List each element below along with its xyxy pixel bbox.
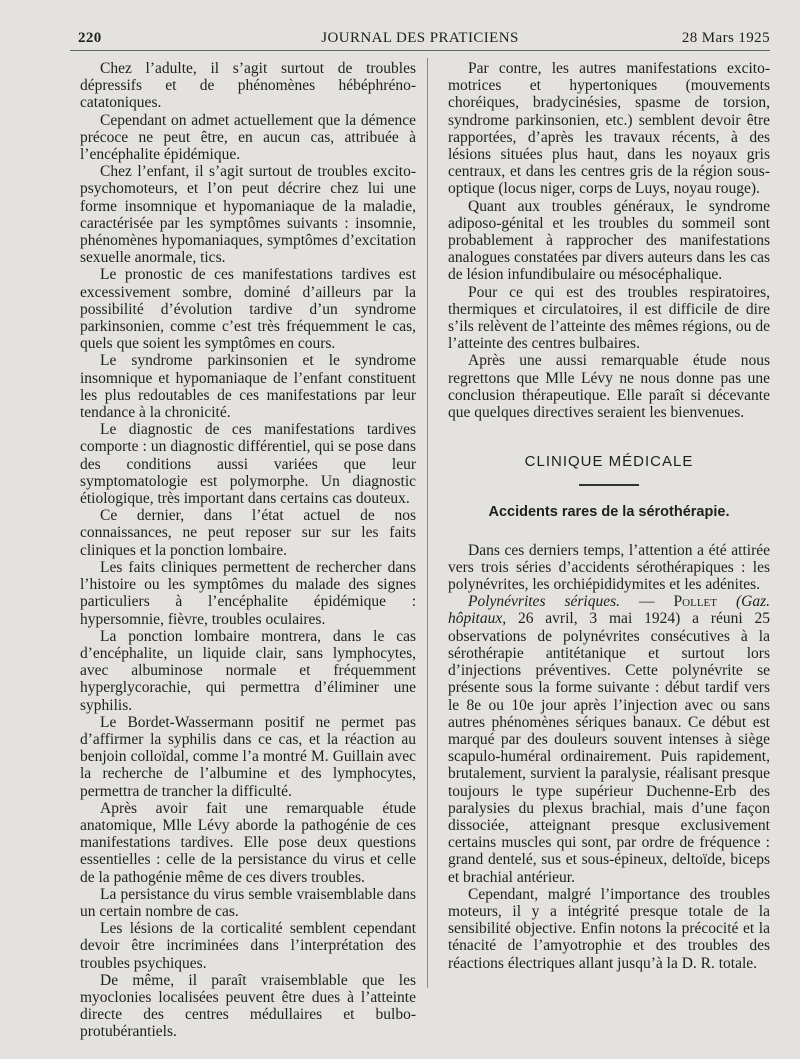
header-rule	[70, 50, 770, 51]
paragraph: Quant aux troubles généraux, le syndrome adiposo-génital et les troubles du sommeil sont probablement à rapprocher des manifestations analogues constatées par divers auteurs dans les cas de lésion infundibulaire ou mésocéphalique.	[448, 197, 770, 284]
paragraph: Par contre, les autres manifestations excito-motrices et hypertoniques (mouvements choréiques, bradycinésies, spasme de torsion, syndrome parkinsonien, etc.) semblent devoir être rapportées, d’après les travaux récents, à des lésions situées plus haut, dans les noyaux gris centraux, et dans les centres gris de la région sous-optique (locus niger, corps de Luys, noyau rouge).	[448, 60, 770, 198]
lead-author: Pollet	[673, 593, 717, 611]
paragraph: Cependant, malgré l’importance des troubles moteurs, il y a intégrité presque totale de la sensibilité objective. Enfin notons la précocité et la ténacité de l’amyotrophie et des troubles des réactions électriques allant jusqu’à la D. R. totale.	[448, 885, 770, 972]
section-title: CLINIQUE MÉDICALE	[524, 453, 694, 471]
paragraph: Dans ces derniers temps, l’attention a été attirée vers trois séries d’accidents sérothérapiques : les polynévrites, les orchiépididymites et les adénites.	[448, 541, 770, 594]
lead-label: Polynévrites sériques.	[468, 593, 621, 611]
page-number: 220	[78, 30, 102, 46]
left-column	[80, 60, 416, 1041]
lead-text: 26 avril, 3 mai 1924) a réuni 25 observations de polynévrites consécutives à la sérothérapie antitétanique et surtout lors d’injections préventives. Cette polynévrite se présente sous la forme suivante : début tardif vers le 8e ou 10e jour après l’injection avec ou sans autres phénomènes sériques banaux. Ce début est marqué par des douleurs souvent intenses à siège scapulo-huméral ordinairement. Puis rapidement, brutalement, survient la paralysie, réalisant presque toujours le type supérieur Duchenne-Erb des paralysies du plexus brachial, mais d’une façon dissociée, atteignant presque exclusivement certains muscles qui sont, par ordre de fréquence : grand dentelé, sus et sous-épineux, deltoïde, biceps et brachial antérieur.	[448, 610, 770, 886]
paragraph: Chez l’adulte, il s’agit surtout de troubles dépressifs et de phénomènes hébéphréno-catatoniques.	[80, 60, 416, 112]
paragraph: Chez l’enfant, il s’agit surtout de troubles excito-psychomoteurs, et l’on peut décrire chez lui une forme insomnique et hypomaniaque de la maladie, caractérisée par les symptômes suivants : insomnie, phénomènes hypomaniaques, symptômes d’excitation sexuelle anormale, tics.	[80, 163, 416, 267]
paragraph: Après avoir fait une remarquable étude anatomique, Mlle Lévy aborde la pathogénie de ces manifestations tardives. Elle pose deux questions essentielles : celle de la persistance du virus et celle de la pathogénie même de ces divers troubles.	[80, 799, 416, 886]
running-header	[70, 24, 770, 46]
lead-paragraph	[448, 593, 770, 885]
lead-dash: —	[620, 593, 674, 611]
column-divider	[427, 58, 428, 988]
issue-date: 28 Mars 1925	[681, 30, 770, 46]
paragraph: Cependant on admet actuellement que la démence précoce ne peut être, en aucun cas, attribuée à l’encéphalite épidémique.	[80, 111, 416, 164]
journal-title: JOURNAL DES PRATICIENS	[321, 30, 519, 46]
paragraph: Les lésions de la corticalité semblent cependant devoir être incriminées dans l’interprétation des troubles psychiques.	[80, 920, 416, 972]
paragraph: Le syndrome parkinsonien et le syndrome insomnique et hypomaniaque de l’enfant constituent les plus redoutables de ces manifestations par leur tendance à la chronicité.	[80, 352, 416, 422]
lead-reference: (Gaz. hôpitaux,	[448, 593, 771, 628]
paragraph: Les faits cliniques permettent de rechercher dans l’histoire ou les symptômes du malade des signes particuliers à l’encéphalite épidémique : hypersomnie, fièvre, troubles oculaires.	[80, 558, 416, 628]
paragraph: Après une aussi remarquable étude nous regrettons que Mlle Lévy ne nous donne pas une conclusion thérapeutique. Elle paraît si décevante que quelques directives seraient les bienvenues.	[448, 352, 770, 422]
paragraph: Ce dernier, dans l’état actuel de nos connaissances, ne peut reposer sur sur les faits cliniques et la ponction lombaire.	[80, 507, 416, 559]
paragraph: Pour ce qui est des troubles respiratoires, thermiques et circulatoires, il est difficile de dire s’ils relèvent de l’atteinte des mêmes régions, ou de l’atteinte des centres bulbaires.	[448, 283, 770, 353]
article-title: Accidents rares de la sérothérapie.	[488, 504, 730, 521]
paragraph: Le pronostic de ces manifestations tardives est excessivement sombre, dominé d’ailleurs par la possibilité d’évolution tardive d’un syndrome parkinsonien, comme c’est très fréquemment le cas, quels que soient les symptômes en cours.	[80, 266, 416, 353]
section-rule	[579, 484, 639, 486]
paragraph: La persistance du virus semble vraisemblable dans un certain nombre de cas.	[80, 885, 416, 920]
paragraph: Le diagnostic de ces manifestations tardives comporte : un diagnostic différentiel, qui se pose dans des conditions aussi variées que leur symptomatologie est polymorphe. Un diagnostic étiologique, très important dans certains cas douteux.	[80, 421, 416, 508]
right-column	[448, 60, 770, 972]
paragraph: De même, il paraît vraisemblable que les myoclonies localisées peuvent être dues à l’atteinte directe des centres médullaires et bulbo-protubérantiels.	[80, 971, 416, 1041]
paragraph: La ponction lombaire montrera, dans le cas d’encéphalite, un liquide clair, sans lymphocytes, avec albuminose normale et fréquemment hyperglycorachie, qui permettra d’éliminer une syphilis.	[80, 627, 416, 714]
paragraph: Le Bordet-Wassermann positif ne permet pas d’affirmer la syphilis dans ce cas, et la réaction au benjoin colloïdal, comme l’a montré M. Guillain avec la recherche de l’albumine et des lymphocytes, permettra de trancher la difficulté.	[80, 713, 416, 800]
